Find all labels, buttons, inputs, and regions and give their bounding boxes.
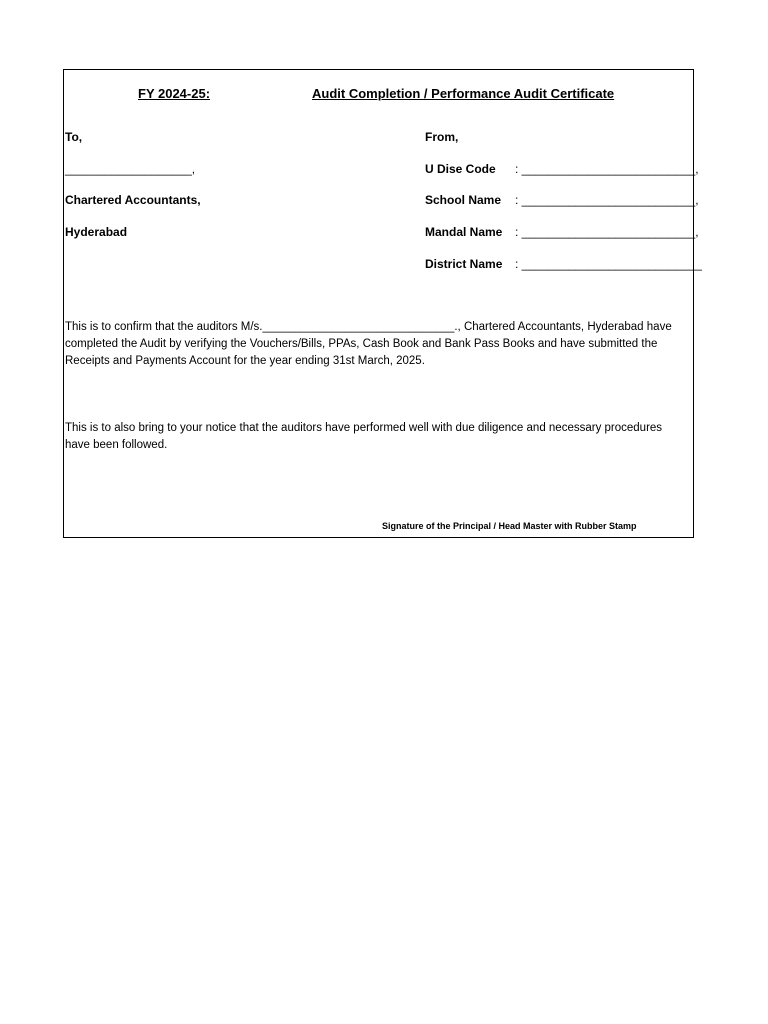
district-name-blank: : ___________________________ xyxy=(515,257,702,271)
to-name-blank: ___________________, xyxy=(65,162,196,176)
udise-code-label: U Dise Code xyxy=(425,162,496,176)
school-name-label: School Name xyxy=(425,193,502,207)
to-chartered-accountants: Chartered Accountants, xyxy=(65,193,201,207)
signature-caption: Signature of the Principal / Head Master with Rubber Stamp xyxy=(382,521,637,531)
school-name-blank: : __________________________, xyxy=(515,193,699,207)
district-name-label: District Name xyxy=(425,257,503,271)
certificate-title: Audit Completion / Performance Audit Certificate xyxy=(312,86,615,101)
to-city: Hyderabad xyxy=(65,225,128,239)
mandal-name-blank: : __________________________, xyxy=(515,225,699,239)
to-label: To, xyxy=(65,130,83,144)
from-label: From, xyxy=(425,130,459,144)
audit-certificate xyxy=(63,69,702,538)
confirmation-paragraph: This is to confirm that the auditors M/s.______________________________., Chartered Accountants, Hyderabad have completed the Audit by verifying the Vouchers/Bills, PPAs, Cash Book and Bank Pass Books and have submitted the Receipts and Payments Account for the year ending 31st March, 2025. xyxy=(65,321,672,367)
udise-code-blank: : __________________________, xyxy=(515,162,699,176)
fiscal-year-label: FY 2024-25: xyxy=(138,86,211,101)
notice-paragraph: This is to also bring to your notice that the auditors have performed well with due diligence and necessary procedures have been followed. xyxy=(65,422,663,451)
mandal-name-label: Mandal Name xyxy=(425,225,503,239)
